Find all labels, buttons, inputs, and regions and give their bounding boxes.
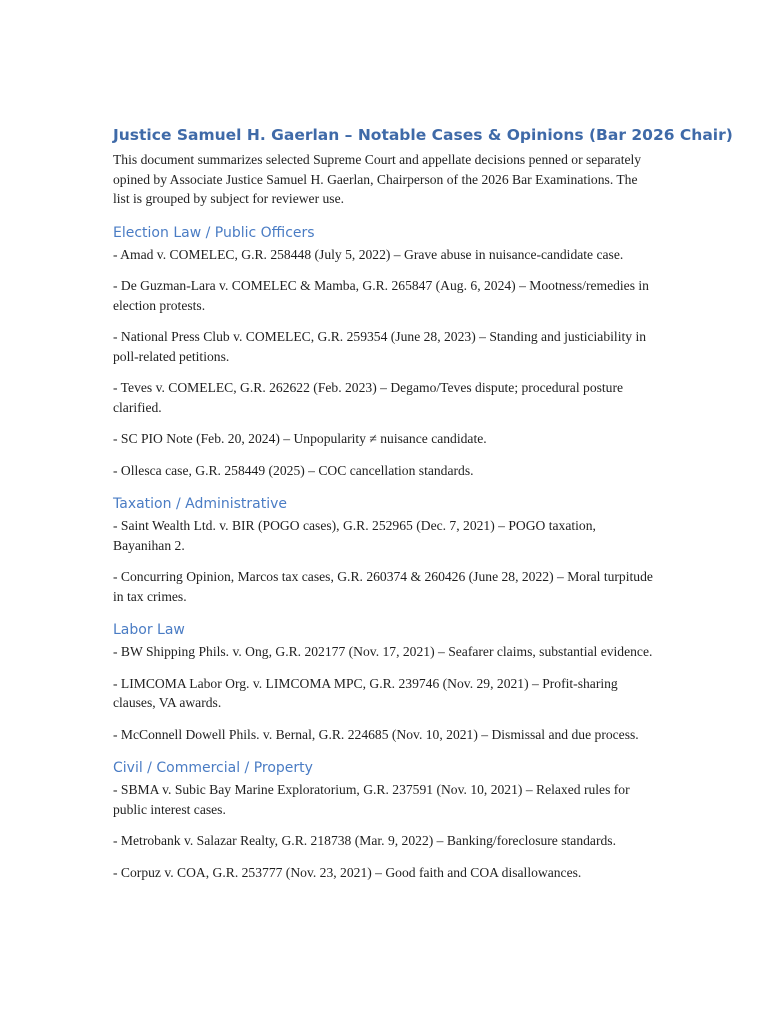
case-entry: - LIMCOMA Labor Org. v. LIMCOMA MPC, G.R. 239746 (Nov. 29, 2021) – Profit-sharing clauses, VA awards. (113, 675, 618, 710)
section-election-law (113, 223, 653, 481)
case-entry: - BW Shipping Phils. v. Ong, G.R. 202177 (Nov. 17, 2021) – Seafarer claims, substantial evidence. (113, 644, 653, 659)
section-labor-law (113, 620, 653, 744)
document-page (113, 124, 733, 882)
section-taxation (113, 494, 653, 606)
case-entry: - Corpuz v. COA, G.R. 253777 (Nov. 23, 2021) – Good faith and COA disallowances. (113, 864, 582, 880)
section-heading: Labor Law (113, 622, 185, 638)
case-entry: - McConnell Dowell Phils. v. Bernal, G.R. 224685 (Nov. 10, 2021) – Dismissal and due process. (113, 726, 639, 742)
case-entry: - Amad v. COMELEC, G.R. 258448 (July 5, 2022) – Grave abuse in nuisance-candidate case. (113, 246, 624, 262)
case-entry: - SC PIO Note (Feb. 20, 2024) – Unpopularity ≠ nuisance candidate. (113, 431, 487, 446)
case-entry: - Ollesca case, G.R. 258449 (2025) – COC cancellation standards. (113, 462, 474, 478)
intro-paragraph: This document summarizes selected Supreme Court and appellate decisions penned or separately opined by Associate Justice Samuel H. Gaerlan, Chairperson of the 2026 Bar Examinations. The list is grouped by subject for reviewer use. (113, 152, 642, 206)
document-title: Justice Samuel H. Gaerlan – Notable Cases & Opinions (Bar 2026 Chair) (113, 126, 733, 144)
case-entry: - Metrobank v. Salazar Realty, G.R. 218738 (Mar. 9, 2022) – Banking/foreclosure standards. (113, 833, 616, 848)
section-heading: Election Law / Public Officers (113, 224, 315, 241)
section-heading: Taxation / Administrative (113, 496, 288, 512)
case-entry: - SBMA v. Subic Bay Marine Exploratorium, G.R. 237591 (Nov. 10, 2021) – Relaxed rules for public interest cases. (113, 782, 630, 817)
case-entry: - Teves v. COMELEC, G.R. 262622 (Feb. 2023) – Degamo/Teves dispute; procedural posture clarified. (113, 380, 624, 415)
section-heading: Civil / Commercial / Property (113, 760, 313, 776)
case-entry: - Concurring Opinion, Marcos tax cases, G.R. 260374 & 260426 (June 28, 2022) – Moral turpitude in tax crimes. (113, 569, 653, 604)
case-entry: - National Press Club v. COMELEC, G.R. 259354 (June 28, 2023) – Standing and justiciability in poll-related petitions. (113, 329, 647, 364)
case-entry: - De Guzman-Lara v. COMELEC & Mamba, G.R. 265847 (Aug. 6, 2024) – Mootness/remedies in election protests. (113, 278, 649, 313)
section-civil-commercial (113, 758, 653, 882)
case-entry: - Saint Wealth Ltd. v. BIR (POGO cases), G.R. 252965 (Dec. 7, 2021) – POGO taxation, Bayanihan 2. (113, 518, 596, 553)
